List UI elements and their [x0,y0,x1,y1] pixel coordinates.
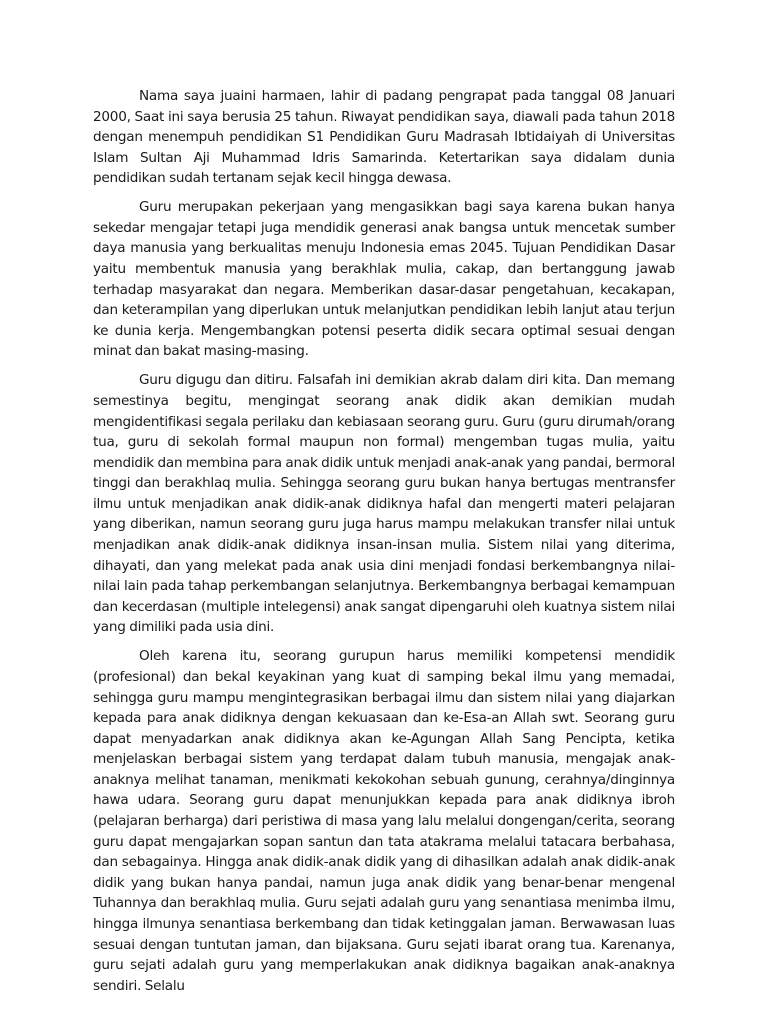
paragraph-4: Oleh karena itu, seorang gurupun harus memiliki kompetensi mendidik (profesional) dan bekal keyakinan yang kuat di samping bekal ilmu yang memadai, sehingga guru mampu mengintegrasikan berbagai ilmu dan sistem nilai yang diajarkan kepada para anak didiknya dengan kekuasaan dan ke-Esa-an Allah swt. Seorang guru dapat menyadarkan anak didiknya akan ke-Agungan Allah Sang Pencipta, ketika menjelaskan berbagai sistem yang terdapat dalam tubuh manusia, mengajak anak-anaknya melihat tanaman, menikmati kekokohan sebuah gunung, cerahnya/dinginnya hawa udara. Seorang guru dapat menunjukkan kepada para anak didiknya ibroh (pelajaran berharga) dari peristiwa di masa yang lalu melalui dongengan/cerita, seorang guru dapat mengajarkan sopan santun dan tata atakrama melalui tatacara berbahasa, dan sebagainya. Hingga anak didik-anak didik yang di dihasilkan adalah anak didik-anak didik yang bukan hanya pandai, namun juga anak didik yang benar-benar mengenal Tuhannya dan berakhlaq mulia. Guru sejati adalah guru yang senantiasa menimba ilmu, hingga ilmunya senantiasa berkembang dan tidak ketinggalan jaman. Berwawasan luas sesuai dengan tuntutan jaman, dan bijaksana. Guru sejati ibarat orang tua. Karenanya, guru sejati adalah guru yang memperlakukan anak didiknya bagaikan anak-anaknya sendiri. Selalu [93,648,675,994]
paragraph-1: Nama saya juaini harmaen, lahir di padang pengrapat pada tanggal 08 Januari 2000, Saat ini saya berusia 25 tahun. Riwayat pendidikan saya, diawali pada tahun 2018 dengan menempuh pendidikan S1 Pendidikan Guru Madrasah Ibtidaiyah di Universitas Islam Sultan Aji Muhammad Idris Samarinda. Ketertarikan saya didalam dunia pendidikan sudah tertanam sejak kecil hingga dewasa. [93,88,675,187]
paragraph-3: Guru digugu dan ditiru. Falsafah ini demikian akrab dalam diri kita. Dan memang semestinya begitu, mengingat seorang anak didik akan demikian mudah mengidentifikasi segala perilaku dan kebiasaan seorang guru. Guru (guru dirumah/orang tua, guru di sekolah formal maupun non formal) mengemban tugas mulia, yaitu mendidik dan membina para anak didik untuk menjadi anak-anak yang pandai, bermoral tinggi dan berakhlaq mulia. Sehingga seorang guru bukan hanya bertugas mentransfer ilmu untuk menjadikan anak didik-anak didiknya hafal dan mengerti materi pelajaran yang diberikan, namun seorang guru juga harus mampu melakukan transfer nilai untuk menjadikan anak didik-anak didiknya insan-insan mulia. Sistem nilai yang diterima, dihayati, dan yang melekat pada anak usia dini menjadi fondasi berkembangnya nilai-nilai lain pada tahap perkembangan selanjutnya. Berkembangnya berbagai kemampuan dan kecerdasan (multiple intelegensi) anak sangat dipengaruhi oleh kuatnya sistem nilai yang dimiliki pada usia dini. [93,372,675,636]
paragraph-2: Guru merupakan pekerjaan yang mengasikkan bagi saya karena bukan hanya sekedar mengajar tetapi juga mendidik generasi anak bangsa untuk mencetak sumber daya manusia yang berkualitas menuju Indonesia emas 2045. Tujuan Pendidikan Dasar yaitu membentuk manusia yang berakhlak mulia, cakap, dan bertanggung jawab terhadap masyarakat dan negara. Memberikan dasar-dasar pengetahuan, kecakapan, dan keterampilan yang diperlukan untuk melanjutkan pendidikan lebih lanjut atau terjun ke dunia kerja. Mengembangkan potensi peserta didik secara optimal sesuai dengan minat dan bakat masing-masing. [93,199,675,360]
document-body [93,86,675,1005]
